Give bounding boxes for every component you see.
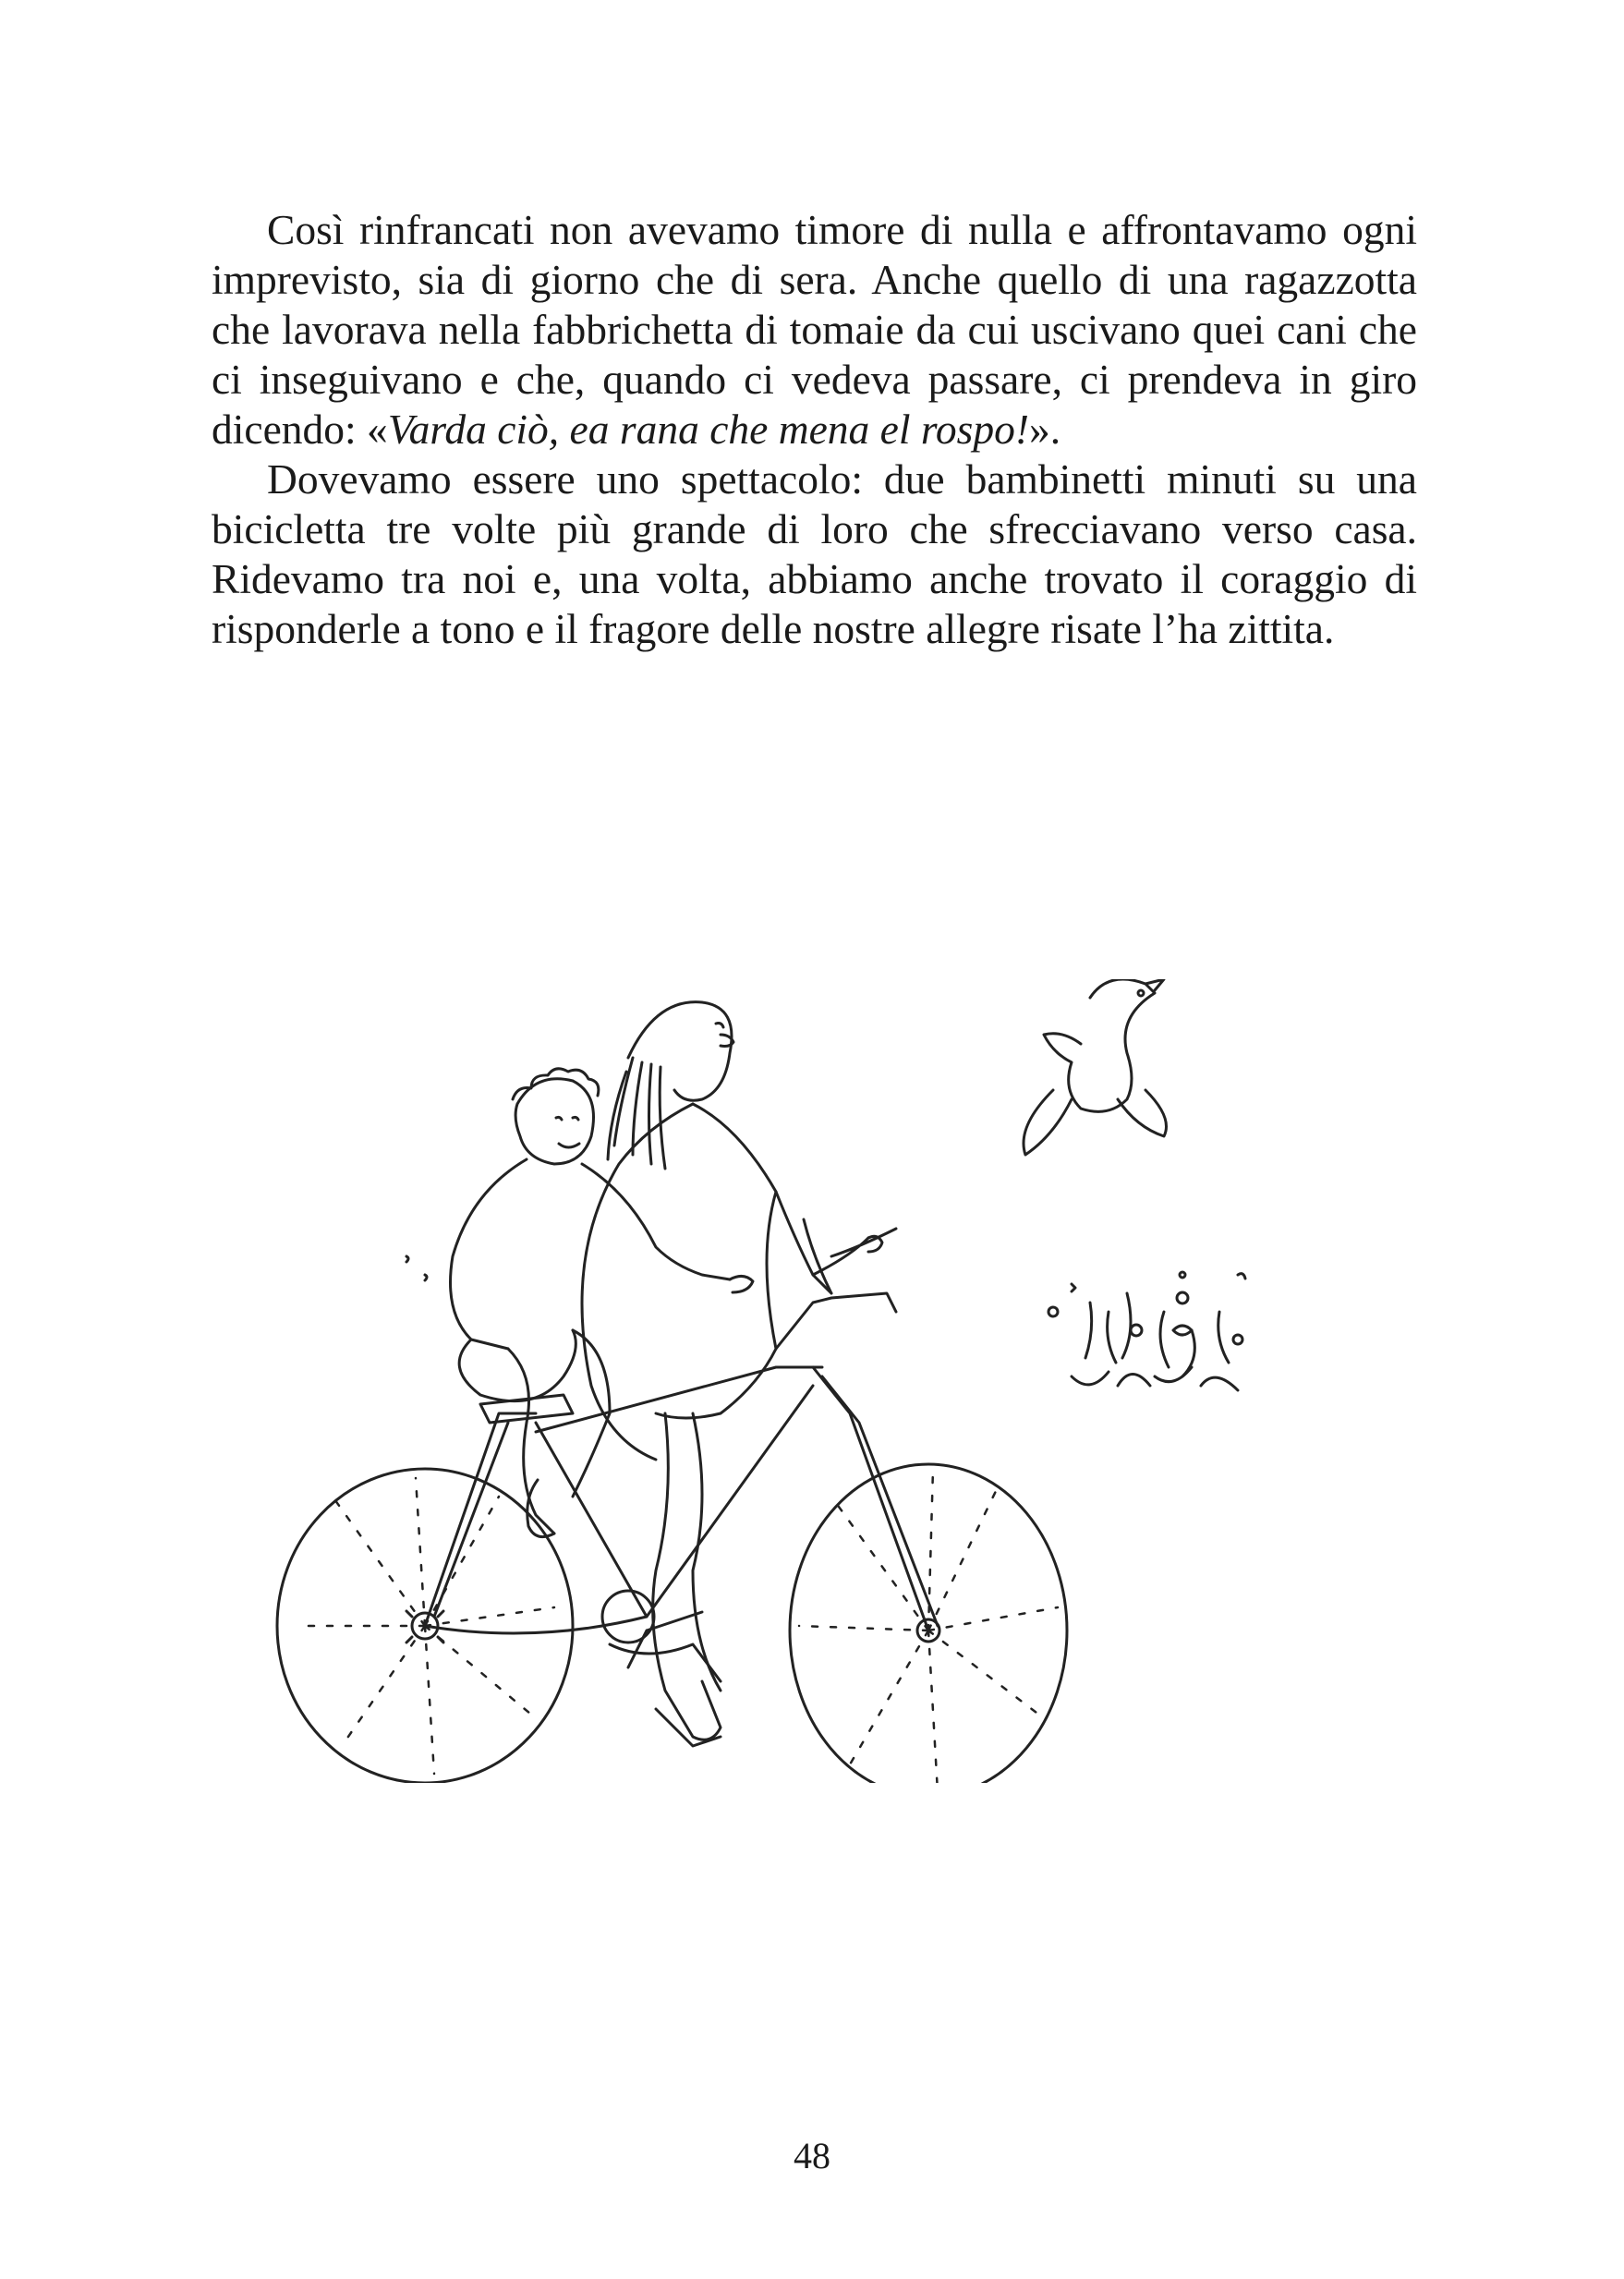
paragraph-1 xyxy=(212,205,1417,455)
bicycle-children-line-drawing-icon xyxy=(259,979,1367,1783)
bicycle-frame xyxy=(425,1293,938,1681)
paragraph-1-text: Così rinfrancati non avevamo timore di nulla e affrontavamo ogni imprevisto, sia di giorno che di sera. Anche quello di una ragazzotta che lavorava nella fabbrichetta di tomaie da cui uscivano quei cani che ci inseguivano e che, quando ci vedeva passare, ci prendeva in giro dicendo: « xyxy=(212,206,1417,453)
dialect-quote: Varda ciò, ea rana che mena el rospo! xyxy=(387,406,1029,453)
grass-flowers xyxy=(1048,1272,1245,1390)
bird-drawing xyxy=(1024,979,1167,1155)
older-child-figure xyxy=(582,1002,896,1746)
page-number: 48 xyxy=(794,2135,830,2176)
paragraph-2: Dovevamo essere uno spettacolo: due bambinetti minuti su una bicicletta tre volte più grande di loro che sfrecciavano verso casa. Ridevamo tra noi e, una volta, abbiamo anche trovato il coraggio di risponderle a tono e il fragore delle nostre allegre risate l’ha zittita. xyxy=(212,455,1417,652)
bicycle-illustration xyxy=(259,979,1367,1783)
paragraph-1-end: ». xyxy=(1028,406,1061,453)
front-wheel xyxy=(790,1464,1067,1783)
body-text xyxy=(212,205,1417,654)
